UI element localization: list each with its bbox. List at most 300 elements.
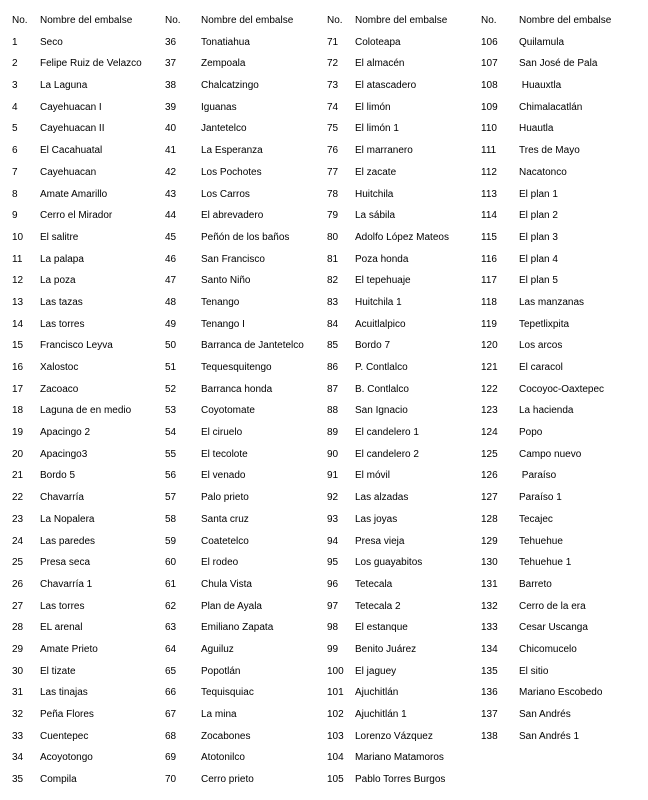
header-row [481,10,611,32]
reservoir-name: Bordo 5 [40,470,76,482]
table-row [481,140,611,162]
reservoir-name: Palo prieto [201,492,249,504]
table-row [327,335,449,357]
table-row [165,661,304,683]
table-row [12,444,142,466]
reservoir-name: Tres de Mayo [519,145,580,157]
reservoir-number: 84 [327,318,339,330]
reservoir-name: Huauxtla [519,80,562,92]
reservoir-number: 51 [165,362,177,373]
reservoir-number: 26 [12,578,24,590]
reservoir-number: 36 [165,36,177,48]
reservoir-number: 132 [481,600,498,612]
table-row [327,704,449,726]
table-row [481,487,611,509]
reservoir-name: Tetecala [355,578,393,590]
reservoir-name: Tonatiahua [201,36,250,48]
table-row [327,487,449,509]
table-row [481,270,611,292]
table-row [481,75,611,97]
table-row [327,357,449,379]
table-row [327,162,449,184]
reservoir-number: 39 [165,101,177,113]
reservoir-name: La Nopalera [40,513,95,525]
reservoir-number: 81 [327,253,339,265]
reservoir-name: El estanque [355,622,408,634]
reservoir-number: 42 [165,166,177,178]
reservoir-name: La Esperanza [201,145,263,157]
table-row [481,509,611,531]
reservoir-number: 10 [12,231,24,243]
reservoir-name: Iguanas [201,101,237,113]
reservoir-name: Chicomucelo [519,643,577,655]
table-row [327,661,449,683]
reservoir-number: 12 [12,275,24,287]
table-row [481,249,611,271]
reservoir-name: Barranca de Jantetelco [201,340,304,352]
reservoir-number: 53 [165,405,177,417]
header-name: Nombre del embalse [519,15,612,26]
table-row [165,249,304,271]
reservoir-number: 21 [12,470,24,482]
reservoir-name: Popotlán [201,665,241,677]
reservoir-number: 82 [327,275,339,287]
table-row [165,422,304,444]
reservoir-name: Cerro prieto [201,774,254,786]
reservoir-name: Cayehuacan II [40,123,105,135]
reservoir-name: Las paredes [40,535,96,547]
reservoir-name: Los arcos [519,340,563,352]
table-row [12,292,142,314]
table-row [481,292,611,314]
reservoir-name: El tepehuaje [355,275,411,287]
reservoir-name: Chalcatzingo [201,80,259,92]
reservoir-name: El plan 2 [519,210,558,222]
table-row [481,97,611,119]
reservoir-name: Tequesquitengo [201,362,272,373]
reservoir-number: 97 [327,600,339,612]
table-row [481,574,611,596]
reservoir-name: La sábila [355,210,396,222]
table-row [481,422,611,444]
reservoir-name: Coloteapa [355,36,401,48]
reservoir-name: El candelero 1 [355,427,419,439]
table-row [165,596,304,618]
reservoir-name: Nacatonco [519,166,567,178]
reservoir-number: 114 [481,210,497,222]
reservoir-number: 6 [12,145,18,157]
header-no: No. [165,15,181,26]
reservoir-number: 47 [165,275,177,287]
reservoir-number: 116 [481,253,497,265]
reservoir-number: 137 [481,709,498,720]
reservoir-number: 15 [12,340,24,352]
reservoir-number: 90 [327,448,339,460]
reservoir-number: 58 [165,513,177,525]
reservoir-name: Coatetelco [201,535,249,547]
reservoir-number: 57 [165,492,177,504]
table-row [327,747,449,769]
reservoir-number: 102 [327,709,344,720]
reservoir-name: Cesar Uscanga [519,622,588,634]
table-row [12,335,142,357]
reservoir-number: 61 [165,578,177,590]
reservoir-number: 60 [165,557,177,569]
reservoir-number: 28 [12,622,24,634]
reservoir-name: Amate Amarillo [40,188,108,200]
reservoir-number: 48 [165,296,177,308]
reservoir-name: San Francisco [201,253,265,265]
reservoir-name: Tenango [201,296,240,308]
table-row [327,205,449,227]
reservoir-name: Acoyotongo [40,752,93,764]
table-row [165,357,304,379]
reservoir-name: Tecajec [519,513,553,525]
reservoir-number: 29 [12,643,24,655]
table-row [165,444,304,466]
reservoir-number: 80 [327,231,339,243]
reservoir-number: 120 [481,340,498,352]
reservoir-name: El almacén [355,58,405,70]
reservoir-number: 112 [481,166,497,178]
reservoir-number: 100 [327,665,344,677]
table-row [165,509,304,531]
reservoir-name: El salitre [40,231,79,243]
reservoir-name: San Andrés 1 [519,730,580,742]
reservoir-name: Amate Prieto [40,643,98,655]
reservoir-name: Quilamula [519,36,565,48]
reservoir-name: Adolfo López Mateos [355,231,449,243]
table-row [327,531,449,553]
reservoir-name: El caracol [519,362,563,373]
reservoir-name: El rodeo [201,557,239,569]
reservoir-number: 105 [327,774,344,786]
table-row [165,531,304,553]
reservoir-number: 31 [12,687,24,699]
table-row [165,682,304,704]
reservoir-number: 73 [327,80,339,92]
reservoir-number: 107 [481,58,498,70]
reservoir-name: Zempoala [201,58,246,70]
reservoir-number: 122 [481,383,498,395]
reservoir-number: 94 [327,535,339,547]
reservoir-name: Emiliano Zapata [201,622,274,634]
reservoir-number: 138 [481,730,498,742]
reservoir-name: El plan 4 [519,253,558,265]
reservoir-name: Ajuchitlán [355,687,399,699]
reservoir-name: El Cacahuatal [40,145,103,157]
reservoir-number: 5 [12,123,18,135]
reservoir-name: Barranca honda [201,383,273,395]
reservoir-number: 110 [481,123,497,135]
table-row [481,552,611,574]
reservoir-number: 18 [12,405,24,417]
reservoir-name: Chimalacatlán [519,101,583,113]
reservoir-name: Las torres [40,600,85,612]
table-row [12,704,142,726]
table-row [327,574,449,596]
reservoir-name: El jaguey [355,665,397,677]
reservoir-number: 106 [481,36,498,48]
reservoir-number: 87 [327,383,339,395]
reservoir-number: 124 [481,427,498,439]
table-row [12,270,142,292]
reservoir-name: Las joyas [355,513,398,525]
reservoir-number: 85 [327,340,339,352]
reservoir-number: 4 [12,101,18,113]
table-row [165,704,304,726]
header-no: No. [327,15,343,26]
table-row [481,335,611,357]
reservoir-number: 130 [481,557,498,569]
table-row [481,379,611,401]
reservoir-name: Mariano Escobedo [519,687,603,699]
table-row [12,509,142,531]
table-row [12,379,142,401]
table-row [165,769,304,791]
reservoir-name: Paraíso 1 [519,492,562,504]
table-row [12,32,142,54]
table-row [12,465,142,487]
reservoir-number: 52 [165,383,177,395]
table-row [165,335,304,357]
reservoir-name: Las alzadas [355,492,409,504]
reservoir-number: 62 [165,600,177,612]
reservoir-name: Plan de Ayala [201,600,262,612]
reservoir-name: Tetecala 2 [355,600,401,612]
table-row [327,509,449,531]
reservoir-name: Seco [40,36,63,48]
table-row [327,400,449,422]
table-row [165,552,304,574]
column-group-1 [12,10,142,791]
reservoir-number: 2 [12,58,18,70]
reservoir-name: Las tinajas [40,687,88,699]
reservoir-name: Jantetelco [201,123,247,135]
reservoir-name: Los Pochotes [201,166,262,178]
table-row [327,314,449,336]
table-row [327,552,449,574]
table-row [165,162,304,184]
column-group-3 [327,10,449,791]
table-row [481,661,611,683]
table-row [327,292,449,314]
table-row [12,617,142,639]
table-row [12,747,142,769]
reservoir-number: 98 [327,622,339,634]
reservoir-name: Tequisquiac [201,687,254,699]
reservoir-number: 40 [165,123,177,135]
reservoir-name: El atascadero [355,80,417,92]
reservoir-name: Apacingo3 [40,448,88,460]
table-row [12,552,142,574]
table-row [481,118,611,140]
table-row [12,249,142,271]
reservoir-name: El marranero [355,145,413,157]
reservoir-name: Coyotomate [201,405,255,417]
table-row [327,249,449,271]
reservoir-number: 14 [12,318,24,330]
reservoir-number: 68 [165,730,177,742]
reservoir-name: Las tazas [40,296,83,308]
reservoir-number: 33 [12,730,24,742]
reservoir-name: Santa cruz [201,513,249,525]
reservoir-name: Tepetlixpita [519,318,570,330]
reservoir-number: 83 [327,296,339,308]
reservoir-name: El tizate [40,665,76,677]
table-row [165,617,304,639]
reservoir-number: 27 [12,600,24,612]
table-row [12,639,142,661]
table-row [165,53,304,75]
reservoir-name: Bordo 7 [355,340,391,352]
reservoir-name: El móvil [355,470,391,482]
reservoir-number: 34 [12,752,24,764]
table-row [165,118,304,140]
header-row [327,10,449,32]
reservoir-name: El plan 3 [519,231,558,243]
table-row [165,205,304,227]
table-row [481,704,611,726]
reservoir-name: Cerro de la era [519,600,586,612]
reservoir-number: 121 [481,362,498,373]
reservoir-number: 129 [481,535,498,547]
reservoir-number: 64 [165,643,177,655]
reservoir-number: 7 [12,166,18,178]
reservoir-number: 16 [12,362,24,373]
table-row [165,32,304,54]
reservoir-name: El plan 1 [519,188,558,200]
reservoir-number: 65 [165,665,177,677]
reservoir-name: Acuitlalpico [355,318,406,330]
table-row [327,726,449,748]
reservoir-number: 45 [165,231,177,243]
table-row [481,205,611,227]
reservoir-number: 46 [165,253,177,265]
reservoir-name: Chula Vista [201,578,252,590]
reservoir-number: 44 [165,210,177,222]
table-row [12,357,142,379]
reservoir-number: 59 [165,535,177,547]
table-row [327,118,449,140]
reservoir-number: 134 [481,643,498,655]
reservoir-number: 25 [12,557,24,569]
reservoir-number: 96 [327,578,339,590]
table-row [481,32,611,54]
column-group-2 [165,10,304,791]
reservoir-number: 75 [327,123,339,135]
reservoir-number: 72 [327,58,339,70]
reservoir-number: 13 [12,296,24,308]
reservoir-number: 24 [12,535,24,547]
header-no: No. [481,15,497,26]
reservoir-name: Peña Flores [40,709,94,720]
table-row [327,140,449,162]
table-row [165,574,304,596]
reservoir-name: Presa vieja [355,535,405,547]
reservoir-name: Las manzanas [519,296,585,308]
reservoir-name: Popo [519,427,543,439]
reservoir-name: La poza [40,275,76,287]
reservoir-number: 78 [327,188,339,200]
reservoir-name: Presa seca [40,557,91,569]
reservoir-name: Cerro el Mirador [40,210,113,222]
table-row [481,444,611,466]
reservoir-number: 86 [327,362,339,373]
reservoir-name: Cocoyoc-Oaxtepec [519,383,605,395]
reservoir-number: 3 [12,80,18,92]
reservoir-number: 103 [327,730,344,742]
reservoir-name: Paraíso [519,470,557,482]
table-row [165,227,304,249]
reservoir-name: Benito Juárez [355,643,417,655]
reservoir-number: 104 [327,752,344,764]
reservoir-number: 22 [12,492,24,504]
table-row [481,617,611,639]
reservoir-number: 113 [481,188,497,200]
column-group-4 [481,10,611,747]
table-row [12,314,142,336]
table-row [481,357,611,379]
reservoir-number: 9 [12,210,18,222]
reservoir-name: Tehuehue 1 [519,557,572,569]
reservoir-name: Campo nuevo [519,448,582,460]
table-row [481,400,611,422]
table-row [165,292,304,314]
table-row [12,205,142,227]
reservoir-name: Chavarría 1 [40,578,93,590]
table-row [327,227,449,249]
reservoir-number: 115 [481,231,497,243]
reservoir-name: La hacienda [519,405,574,417]
table-row [12,227,142,249]
reservoir-name: Tenango I [201,318,245,330]
reservoir-number: 131 [481,578,498,590]
reservoir-name: San Andrés [519,709,571,720]
table-row [12,118,142,140]
table-row [481,639,611,661]
reservoir-number: 11 [12,253,23,265]
reservoir-number: 101 [327,687,344,699]
reservoir-name: B. Contlalco [355,383,409,395]
table-row [165,379,304,401]
table-row [12,422,142,444]
reservoir-name: El abrevadero [201,210,264,222]
table-row [481,465,611,487]
header-no: No. [12,15,28,26]
reservoir-name: Peñón de los baños [201,231,290,243]
reservoir-number: 79 [327,210,339,222]
reservoir-number: 38 [165,80,177,92]
reservoir-number: 66 [165,687,177,699]
table-row [12,140,142,162]
reservoir-name: Cuentepec [40,730,89,742]
reservoir-name: El zacate [355,166,397,178]
reservoir-name: Compila [40,774,77,786]
table-row [327,270,449,292]
reservoir-number: 20 [12,448,24,460]
reservoir-name: Lorenzo Vázquez [355,730,433,742]
reservoir-name: Barreto [519,578,552,590]
table-row [481,227,611,249]
reservoir-name: El sitio [519,665,549,677]
reservoir-number: 67 [165,709,177,720]
reservoir-number: 32 [12,709,24,720]
reservoir-number: 23 [12,513,24,525]
header-name: Nombre del embalse [355,15,448,26]
table-row [12,184,142,206]
reservoir-name: Tehuehue [519,535,563,547]
